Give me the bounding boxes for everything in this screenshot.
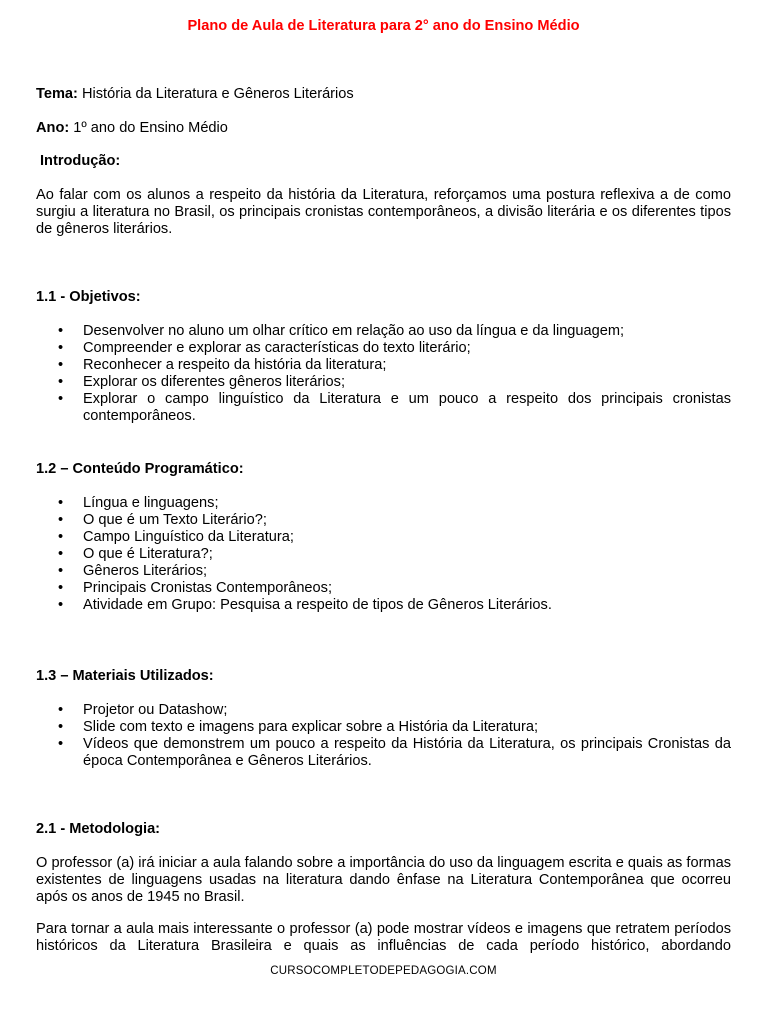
tema-line	[36, 86, 731, 103]
list-item: • Língua e linguagens;	[36, 495, 731, 512]
ano-value: 1º ano do Ensino Médio	[69, 120, 228, 136]
list-item: • Campo Linguístico da Literatura;	[36, 529, 731, 546]
list-item: • Compreender e explorar as características do texto literário;	[36, 340, 731, 357]
ano-label: Ano:	[36, 120, 70, 136]
footer-site: CURSOCOMPLETODEPEDAGOGIA.COM	[270, 965, 497, 977]
list-item: • Reconhecer a respeito da história da literatura;	[36, 357, 731, 374]
tema-value: História da Literatura e Gêneros Literários	[77, 86, 354, 102]
list-item: • Atividade em Grupo: Pesquisa a respeito de tipos de Gêneros Literários.	[36, 597, 731, 614]
conteudo-list	[36, 495, 731, 614]
objetivos-heading: 1.1 - Objetivos:	[36, 289, 141, 305]
materiais-heading: 1.3 – Materiais Utilizados:	[36, 668, 214, 684]
list-item: • Vídeos que demonstrem um pouco a respeito da História da Literatura, os principais Cronistas da época Contemporânea e Gêneros Literários.	[36, 736, 731, 770]
metodologia-heading: 2.1 - Metodologia:	[36, 821, 161, 837]
conteudo-heading: 1.2 – Conteúdo Programático:	[36, 461, 244, 477]
objetivos-list	[36, 323, 731, 425]
list-item: • Desenvolver no aluno um olhar crítico em relação ao uso da língua e da linguagem;	[36, 323, 731, 340]
list-item: • Gêneros Literários;	[36, 563, 731, 580]
ano-line	[36, 120, 731, 137]
list-item: • Projetor ou Datashow;	[36, 702, 731, 719]
list-item: • O que é um Texto Literário?;	[36, 512, 731, 529]
document-title: Plano de Aula de Literatura para 2° ano do Ensino Médio	[187, 18, 580, 34]
list-item: • O que é Literatura?;	[36, 546, 731, 563]
metodologia-paragraph-1: O professor (a) irá iniciar a aula falando sobre a importância do uso da linguagem escrita e quais as formas existentes de linguagens usadas na literatura dando ênfase na Literatura Contemporânea que ocorreu após os anos de 1945 no Brasil.	[36, 855, 731, 905]
list-item: • Principais Cronistas Contemporâneos;	[36, 580, 731, 597]
list-item: • Explorar o campo linguístico da Literatura e um pouco a respeito dos principais cronistas contemporâneos.	[36, 391, 731, 425]
list-item: • Slide com texto e imagens para explicar sobre a História da Literatura;	[36, 719, 731, 736]
intro-heading: Introdução:	[40, 153, 121, 169]
tema-label: Tema:	[36, 86, 78, 102]
intro-paragraph: Ao falar com os alunos a respeito da história da Literatura, reforçamos uma postura reflexiva a de como surgiu a literatura no Brasil, os principais cronistas contemporâneos, a divisão literária e os diferentes tipos de gêneros literários.	[36, 187, 731, 237]
list-item: • Explorar os diferentes gêneros literários;	[36, 374, 731, 391]
materiais-list	[36, 702, 731, 770]
metodologia-paragraph-2: Para tornar a aula mais interessante o professor (a) pode mostrar vídeos e imagens que retratem períodos históricos da Literatura Brasileira e quais as influências de cada período histórico, abordando	[36, 921, 731, 954]
